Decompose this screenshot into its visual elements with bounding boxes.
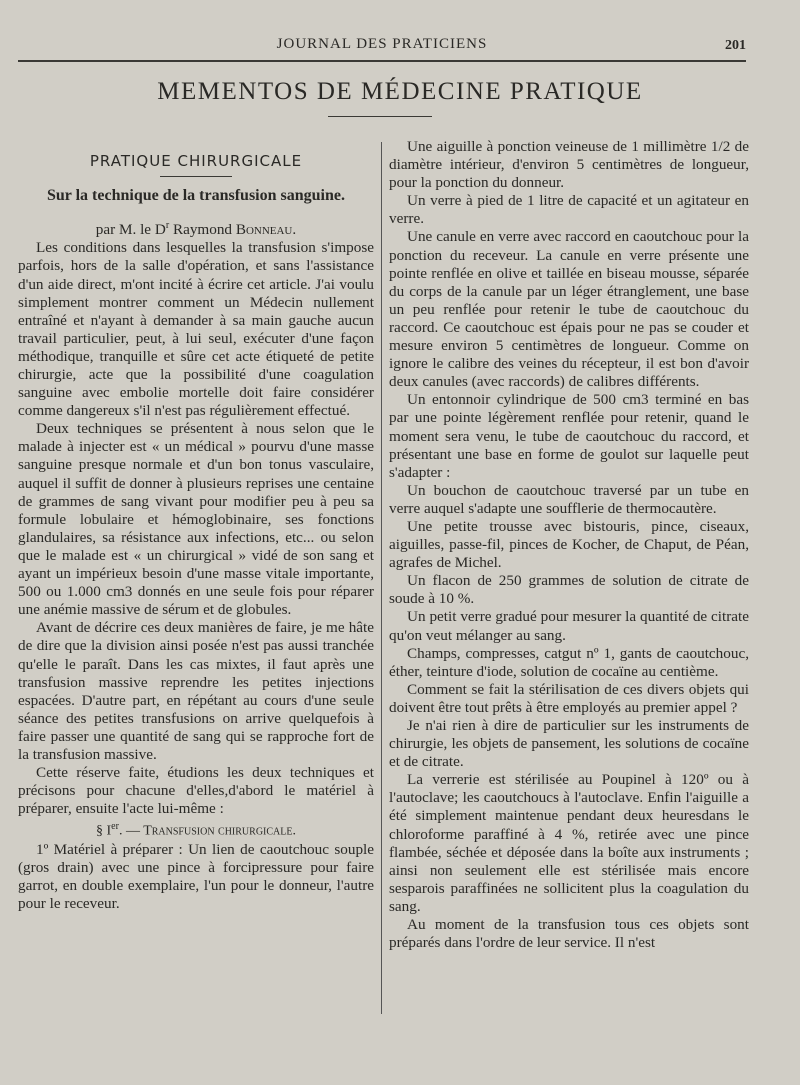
running-head [18, 34, 746, 58]
byline-surname: Bonneau. [235, 221, 297, 239]
paragraph: Au moment de la transfusion tous ces objets sont préparés dans l'ordre de leur service. Il n'est [389, 916, 749, 952]
left-column [18, 138, 374, 913]
article-title: Sur la technique de la transfusion sanguine. [47, 187, 345, 205]
part-heading-prefix: § I [96, 824, 112, 839]
byline-sup: r [165, 220, 170, 232]
paragraph: 1º Matériel à préparer : Un lien de caoutchouc souple (gros drain) avec une pince à forcipressure pour faire garrot, en double exemplaire, l'un pour le donneur, l'autre pour le receveur. [18, 841, 374, 913]
journal-title: JOURNAL DES PRATICIENS [276, 36, 488, 52]
right-column [389, 138, 749, 952]
part-heading-sup: er [111, 821, 119, 833]
byline [18, 217, 374, 239]
paragraph: Avant de décrire ces deux manières de faire, je me hâte de dire que la division ainsi posée n'est pas aussi tranchée qu'elle le paraît. Dans les cas mixtes, il faut après une transfusion massive reprendre les petites injections espacées. D'autre part, en répétant au cours d'une seule séance des petites transfusions on arrive quelquefois à faire passer une quantité de sang qui se rapproche fort de la transfusion massive. [18, 619, 374, 763]
paragraph: Champs, compresses, catgut nº 1, gants de caoutchouc, éther, teinture d'iode, solution de cocaïne au centième. [389, 644, 749, 680]
section-title-rule [328, 116, 432, 117]
paragraph: Cette réserve faite, étudions les deux techniques et précisons pour chacune d'elles,d'abord le matériel à préparer, ensuite l'acte lui-même : [18, 764, 374, 818]
page-number: 201 [725, 38, 746, 53]
paragraph: Un bouchon de caoutchouc traversé par un tube en verre auquel s'adapte une soufflerie de thermocautère. [389, 481, 749, 517]
byline-prefix: par M. le D [95, 221, 166, 239]
byline-name: Raymond [172, 221, 233, 239]
paragraph: Les conditions dans lesquelles la transfusion s'impose parfois, hors de la salle d'opération, et sans l'assistance d'un aide direct, m'ont incité à écrire cet article. J'ai voulu simplement montrer comment un Médecin nullement entraîné et n'ayant à demander à sa main gauche aucun travail particulier, peut, à lui seul, exécuter d'une façon méthodique, tranquille et sûre cet acte étiqueté de petite chirurgie, acte que la possibilité d'une coagulation sanguine avec embolie mortelle doit faire considérer comme dangereux s'il n'est pas régulièrement effectué. [18, 239, 374, 420]
paragraph: Un petit verre gradué pour mesurer la quantité de citrate qu'on veut mélanger au sang. [389, 608, 749, 644]
part-heading-title: . — Transfusion chirurgicale. [118, 824, 296, 839]
paragraph: La verrerie est stérilisée au Poupinel à 120º ou à l'autoclave; les caoutchoucs à l'autoclave. Enfin l'aiguille a été simplement maintenue pendant deux heuresdans le chloroforme paraffiné à 4 %, retirée avec une pince flambée, séchée et déposée dans la boîte aux instruments ; ainsi non seulement elle est stérilisée mais encore sesparois paraffinées ne sollicitent plus la coagulation du sang. [389, 771, 749, 915]
subsection-title: PRATIQUE CHIRURGICALE [89, 152, 303, 170]
part-heading [18, 818, 374, 841]
paragraph: Une canule en verre avec raccord en caoutchouc pour la ponction du receveur. La canule en verre présente une pointe renflée en olive et taillée en biseau mousse, séparée du corps de la canule par un léger étranglement, une base un peu renflée pour retenir le tube de caoutchouc du raccord. Ce caoutchouc est épais pour ne pas se couder et mesure environ 5 centimètres de longueur. Comme on ignore le calibre des veines du récepteur, il est bon d'avoir deux canules (avec raccords) de calibres différents. [389, 228, 749, 391]
section-title: MEMENTOS DE MÉDECINE PRATIQUE [157, 78, 643, 105]
paragraph: Comment se fait la stérilisation de ces divers objets qui doivent être tout prêts à être employés au premier appel ? [389, 680, 749, 716]
paragraph: Un entonnoir cylindrique de 500 cm3 terminé en bas par une pointe légèrement renflée pour retenir, quand le moment sera venu, le tube de caoutchouc du raccord, et présentant une base en forme de goulot sur laquelle peut s'adapter : [389, 391, 749, 481]
paragraph: Une aiguille à ponction veineuse de 1 millimètre 1/2 de diamètre intérieur, d'environ 5 centimètres de longueur, pour la ponction du donneur. [389, 138, 749, 192]
paragraph: Un verre à pied de 1 litre de capacité et un agitateur en verre. [389, 192, 749, 228]
column-divider [381, 142, 382, 1014]
subsection-rule [160, 176, 232, 177]
paragraph: Une petite trousse avec bistouris, pince, ciseaux, aiguilles, passe-fil, pinces de Kocher, de Chaput, de Péan, agrafes de Michel. [389, 517, 749, 572]
paragraph: Deux techniques se présentent à nous selon que le malade à injecter est « un médical » pourvu d'une masse sanguine presque normale et d'un bon tonus vasculaire, auquel il suffit de donner à plusieurs reprises une centaine de grammes de sang vivant pour modifier peu à peu sa formule lobulaire et hémoglobinaire, ses fonctions glandulaires, sa résistance aux infections, etc... ou selon que le malade est « un chirurgical » vidé de son sang et ayant un impérieux besoin d'une masse vitale importante, 500 ou 1.000 cm3 donnés en une seule fois pour réparer une anémie massive de sérum et de globules. [18, 420, 374, 619]
paragraph: Je n'ai rien à dire de particulier sur les instruments de chirurgie, les objets de pansement, les solutions de cocaïne et de citrate. [389, 717, 749, 771]
header-rule [18, 60, 746, 62]
paragraph: Un flacon de 250 grammes de solution de citrate de soude à 10 %. [389, 572, 749, 608]
